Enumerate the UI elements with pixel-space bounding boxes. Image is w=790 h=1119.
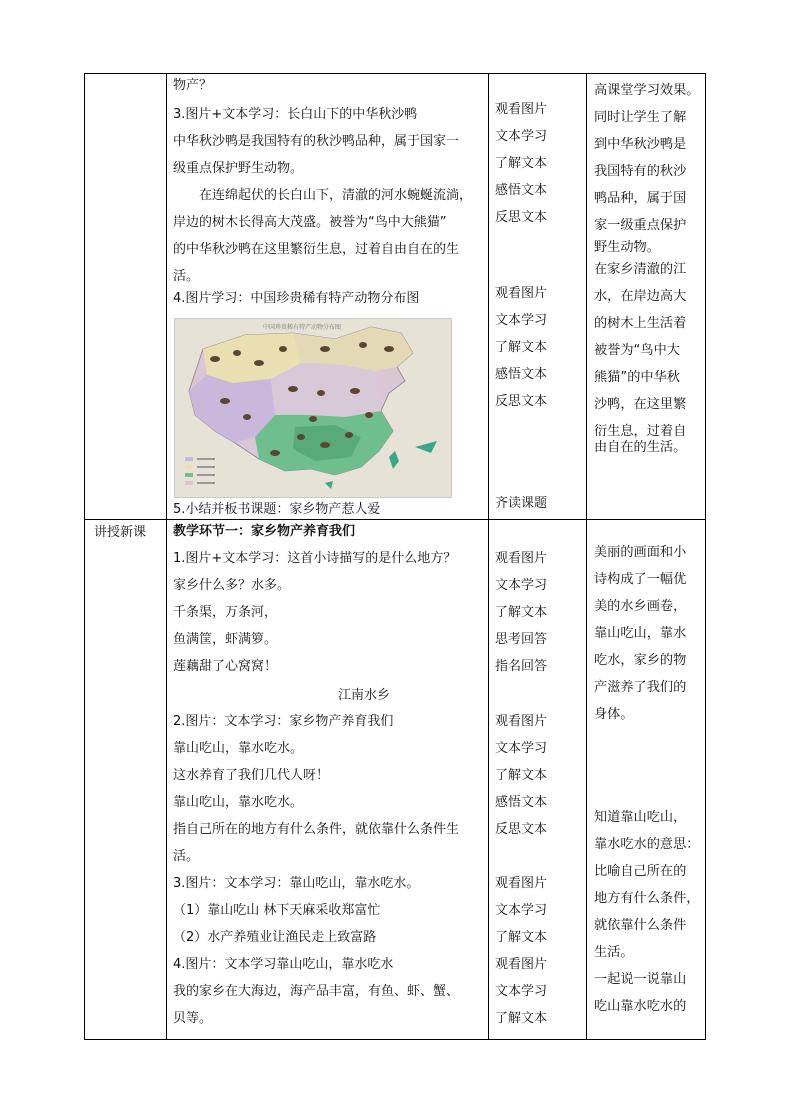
activity-line: 思考回答 [495, 632, 548, 647]
text-line: 这水养育了我们几代人呀！ [173, 768, 330, 783]
map-title: 中国珍贵稀有特产动物分布图 [263, 324, 342, 331]
text-line: 鱼满筐，虾满箩。 [173, 632, 278, 647]
text-line: 莲藕甜了心窝窝！ [173, 659, 278, 674]
intent-line: 诗构成了一幅优 [594, 572, 687, 587]
intent-line: 吃山靠水吃水的 [594, 999, 687, 1014]
table-border-left [84, 73, 85, 1040]
column-divider-2 [488, 73, 489, 1040]
intent-line: 由自在的生活。 [594, 440, 687, 455]
intent-line: 到中华秋沙鸭是 [594, 137, 687, 152]
poem-title: 江南水乡 [338, 688, 391, 703]
text-line: 5.小结并板书课题：家乡物产惹人爱 [173, 502, 381, 517]
intent-line: 家一级重点保护 [594, 218, 687, 233]
text-line: 4.图片学习：中国珍贵稀有特产动物分布图 [173, 291, 420, 306]
intent-line: 鸭品种，属于国 [594, 191, 687, 206]
section-heading: 教学环节一：家乡物产养育我们 [173, 524, 356, 539]
activity-line: 反思文本 [495, 210, 548, 225]
intent-line: 靠山吃山，靠水 [594, 626, 687, 641]
map-illustration [175, 319, 451, 497]
activity-line: 观看图片 [495, 551, 548, 566]
intent-line: 衍生息，过着自 [594, 424, 687, 439]
column-divider-1 [166, 73, 167, 1040]
column-divider-3 [586, 73, 587, 1040]
text-line: 指自己所在的地方有什么条件，就依靠什么条件生 [173, 822, 460, 837]
text-line: 中华秋沙鸭是我国特有的秋沙鸭品种，属于国家一 [173, 134, 460, 149]
activity-line: 观看图片 [495, 102, 548, 117]
activity-line: 了解文本 [495, 930, 548, 945]
intent-line: 美的水乡画卷， [594, 599, 687, 614]
text-line: 3.图片：文本学习：靠山吃山，靠水吃水。 [173, 876, 420, 891]
intent-line: 靠水吃水的意思： [594, 837, 700, 852]
activity-line: 文本学习 [495, 313, 548, 328]
activity-line: 文本学习 [495, 984, 548, 999]
activity-line: 了解文本 [495, 1011, 548, 1026]
intent-line: 地方有什么条件， [594, 891, 700, 906]
activity-line: 文本学习 [495, 129, 548, 144]
activity-line: 反思文本 [495, 394, 548, 409]
table-border-bottom [84, 1039, 706, 1040]
text-line: 岸边的树木长得高大茂盛。被誉为“鸟中大熊猫” [173, 215, 447, 230]
table-border-right [705, 73, 706, 1040]
intent-line: 产滋养了我们的 [594, 680, 687, 695]
intent-line: 被誉为“鸟中大 [594, 343, 680, 358]
text-line: 3.图片+文本学习：长白山下的中华秋沙鸭 [173, 107, 418, 122]
china-animal-map-image [174, 318, 452, 498]
intent-line: 野生动物。 [594, 240, 660, 255]
activity-line: 反思文本 [495, 822, 548, 837]
activity-line: 了解文本 [495, 605, 548, 620]
table-border-top [84, 73, 706, 74]
intent-line: 美丽的画面和小 [594, 545, 687, 560]
activity-line: 感悟文本 [495, 795, 548, 810]
text-line: 物产？ [173, 78, 213, 93]
activity-line: 指名回答 [495, 659, 548, 674]
intent-line: 水，在岸边高大 [594, 289, 687, 304]
row-divider [84, 519, 706, 520]
activity-line: 观看图片 [495, 714, 548, 729]
activity-line: 了解文本 [495, 340, 548, 355]
intent-line: 熊猫”的中华秋 [594, 370, 680, 385]
activity-line: 了解文本 [495, 768, 548, 783]
text-line: 的中华秋沙鸭在这里繁衍生息，过着自由自在的生 [173, 242, 460, 257]
intent-line: 知道靠山吃山， [594, 810, 687, 825]
activity-line: 文本学习 [495, 578, 548, 593]
intent-line: 就依靠什么条件 [594, 918, 687, 933]
text-line: 1.图片+文本学习：这首小诗描写的是什么地方？ [173, 551, 457, 566]
activity-line: 观看图片 [495, 876, 548, 891]
intent-line: 一起说一说靠山 [594, 972, 687, 987]
intent-line: 沙鸭，在这里繁 [594, 397, 687, 412]
intent-line: 的树木上生活着 [594, 316, 687, 331]
text-line: （1）靠山吃山 林下天麻采收郑富忙 [173, 903, 381, 918]
text-line: 2.图片：文本学习：家乡物产养育我们 [173, 714, 394, 729]
intent-line: 高课堂学习效果。 [594, 83, 700, 98]
activity-line: 文本学习 [495, 741, 548, 756]
activity-line: 观看图片 [495, 957, 548, 972]
activity-line: 文本学习 [495, 903, 548, 918]
activity-line: 齐读课题 [495, 496, 548, 511]
intent-line: 在家乡清澈的江 [594, 262, 687, 277]
intent-line: 比喻自己所在的 [594, 864, 687, 879]
activity-line: 感悟文本 [495, 183, 548, 198]
activity-line: 感悟文本 [495, 367, 548, 382]
activity-line: 观看图片 [495, 286, 548, 301]
intent-line: 同时让学生了解 [594, 110, 687, 125]
text-line: 活。 [173, 849, 200, 864]
activity-line: 了解文本 [495, 156, 548, 171]
text-line: 级重点保护野生动物。 [173, 161, 304, 176]
intent-line: 生活。 [594, 945, 634, 960]
text-line: 4.图片：文本学习靠山吃山，靠水吃水 [173, 957, 394, 972]
text-line: 贝等。 [173, 1011, 213, 1026]
text-line: 我的家乡在大海边，海产品丰富，有鱼、虾、蟹、 [173, 984, 460, 999]
section-label: 讲授新课 [94, 525, 147, 540]
text-line: （2）水产养殖业让渔民走上致富路 [173, 930, 377, 945]
text-line: 在连绵起伏的长白山下，清澈的河水蜿蜒流淌， [173, 188, 473, 203]
text-line: 千条渠，万条河， [173, 605, 278, 620]
text-line: 家乡什么多？水多。 [173, 578, 291, 593]
text-line: 活。 [173, 269, 200, 284]
text-line: 靠山吃山，靠水吃水。 [173, 741, 304, 756]
intent-line: 身体。 [594, 707, 634, 722]
text-line: 靠山吃山，靠水吃水。 [173, 795, 304, 810]
intent-line: 我国特有的秋沙 [594, 164, 687, 179]
intent-line: 吃水，家乡的物 [594, 653, 687, 668]
